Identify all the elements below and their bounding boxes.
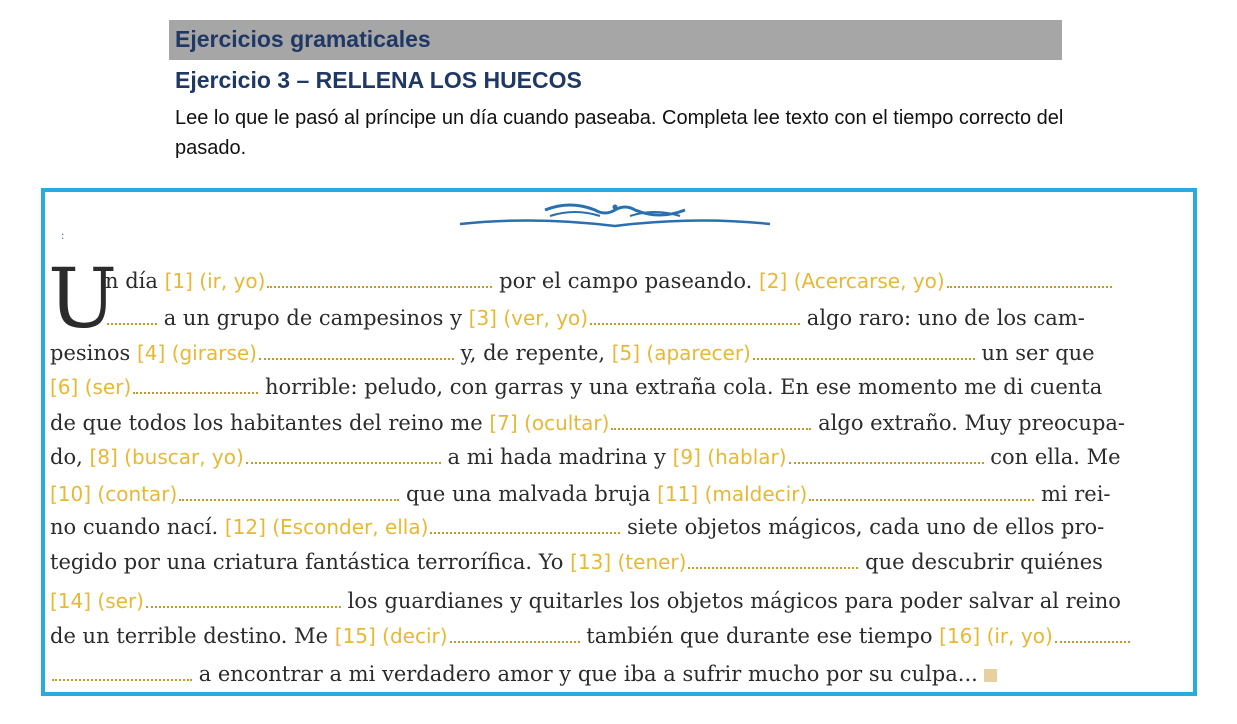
- exercise-title: Ejercicio 3 – RELLENA LOS HUECOS: [175, 67, 582, 93]
- answer-blank[interactable]: [947, 266, 1112, 288]
- answer-blank[interactable]: [133, 372, 258, 394]
- gap-label: [1] (ir, yo): [164, 269, 266, 293]
- answer-blank[interactable]: [259, 338, 454, 360]
- story-line: [14] (ser) los guardianes y quitarles los objetos mágicos para poder salvar al reino: [50, 586, 1121, 616]
- story-line: no cuando nací. [12] (Esconder, ella) siete objetos mágicos, cada uno de ellos pro-: [50, 512, 1104, 542]
- gap-label: [2] (Acercarse, yo): [759, 269, 945, 293]
- answer-blank[interactable]: [267, 266, 492, 288]
- story-line: tegido por una criatura fantástica terrorífica. Yo [13] (tener) que descubrir quiénes: [50, 547, 1103, 577]
- answer-blank[interactable]: [809, 479, 1034, 501]
- ornament-dot: :: [61, 228, 65, 242]
- answer-blank[interactable]: [753, 338, 975, 360]
- ornament-flourish-icon: [455, 196, 775, 236]
- answer-blank[interactable]: [1055, 621, 1130, 643]
- story-line: [6] (ser) horrible: peludo, con garras y una extraña cola. En ese momento me di cuenta: [50, 372, 1102, 402]
- gap-label: [13] (tener): [570, 550, 687, 574]
- answer-blank[interactable]: [450, 621, 580, 643]
- gap-label: [12] (Esconder, ella): [224, 515, 429, 539]
- gap-label: [7] (ocultar): [489, 411, 610, 435]
- gap-label: [10] (contar): [50, 482, 178, 506]
- answer-blank[interactable]: [246, 442, 441, 464]
- answer-blank[interactable]: [590, 303, 800, 325]
- answer-blank[interactable]: [52, 659, 192, 681]
- gap-label: [15] (decir): [334, 624, 448, 648]
- end-mark-icon: [984, 669, 997, 682]
- answer-blank[interactable]: [107, 303, 157, 325]
- gap-label: [6] (ser): [50, 375, 132, 399]
- section-title: Ejercicios gramaticales: [175, 26, 431, 52]
- gap-label: [11] (maldecir): [657, 482, 808, 506]
- gap-label: [16] (ir, yo): [939, 624, 1053, 648]
- answer-blank[interactable]: [611, 408, 811, 430]
- story-line: a encontrar a mi verdadero amor y que iba a sufrir mucho por su culpa...: [50, 659, 997, 689]
- gap-label: [3] (ver, yo): [468, 306, 589, 330]
- story-line: [10] (contar) que una malvada bruja [11] (maldecir) mi rei-: [50, 479, 1111, 509]
- answer-blank[interactable]: [179, 479, 399, 501]
- answer-blank[interactable]: [789, 442, 984, 464]
- gap-label: [8] (buscar, yo): [89, 445, 244, 469]
- story-line: n día [1] (ir, yo) por el campo paseando. [2] (Acercarse, yo): [105, 266, 1112, 296]
- answer-blank[interactable]: [688, 547, 858, 569]
- story-line: a un grupo de campesinos y [3] (ver, yo) algo raro: uno de los cam-: [105, 303, 1085, 333]
- story-line: pesinos [4] (girarse) y, de repente, [5] (aparecer) un ser que: [50, 338, 1095, 368]
- gap-label: [5] (aparecer): [611, 341, 751, 365]
- instructions: Lee lo que le pasó al príncipe un día cuando paseaba. Completa lee texto con el tiempo correcto del pasado.: [175, 107, 1064, 159]
- answer-blank[interactable]: [146, 586, 341, 608]
- story-line: de que todos los habitantes del reino me [7] (ocultar) algo extraño. Muy preocupa-: [50, 408, 1125, 438]
- story-line: do, [8] (buscar, yo) a mi hada madrina y [9] (hablar) con ella. Me: [50, 442, 1121, 472]
- drop-cap: U: [48, 252, 118, 347]
- story-line: de un terrible destino. Me [15] (decir) también que durante ese tiempo [16] (ir, yo): [50, 621, 1130, 651]
- answer-blank[interactable]: [430, 512, 620, 534]
- gap-label: [14] (ser): [50, 589, 144, 613]
- gap-label: [9] (hablar): [672, 445, 787, 469]
- gap-label: [4] (girarse): [137, 341, 257, 365]
